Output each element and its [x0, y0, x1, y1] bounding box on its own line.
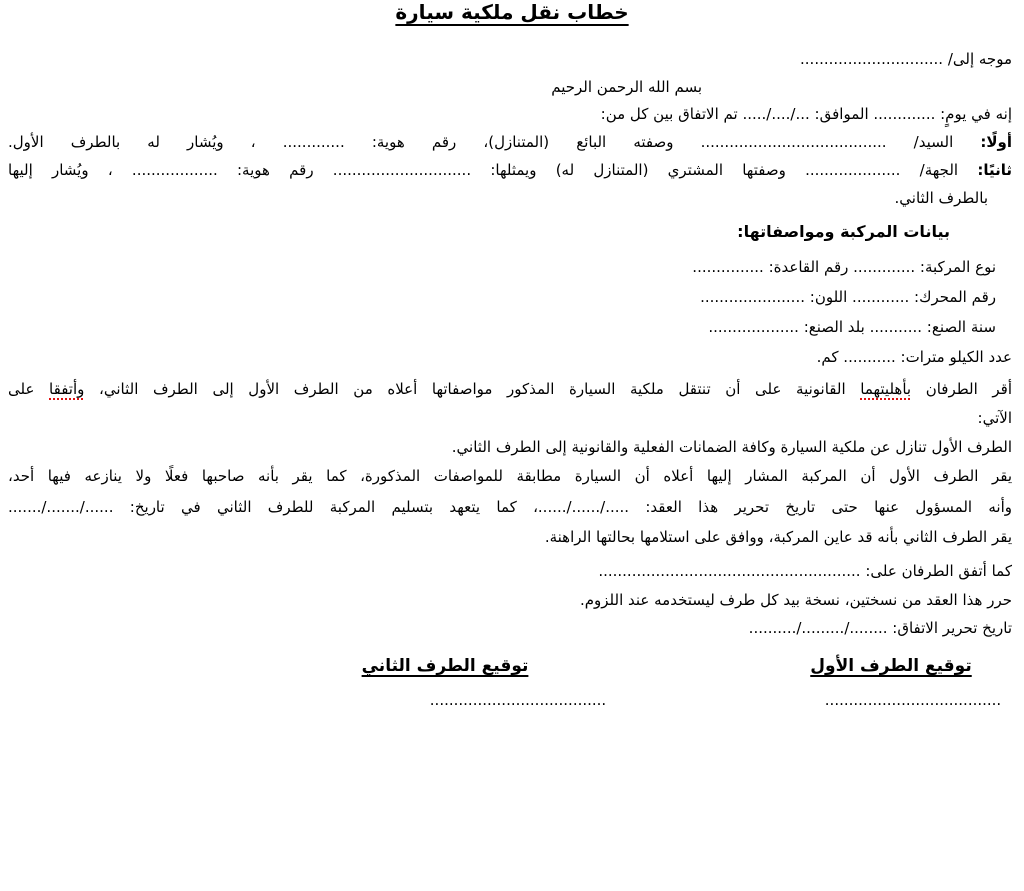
misspelled-word-agreed: وأتفقا: [49, 380, 85, 398]
second-party-label: ثانيًا:: [977, 161, 1012, 179]
first-party-label: أولًا:: [980, 133, 1012, 151]
document-title: خطاب نقل ملكية سيارة: [395, 0, 629, 24]
second-party-continuation-line: بالطرف الثاني.: [894, 189, 988, 207]
second-party-text: الجهة/ .................... وصفتها المشتري (المتنازل له) ويمثلها: ............................. رقم هوية: .................. ، ويُشار إليها: [8, 161, 978, 179]
addressee-line: موجه إلى/ ..............................: [800, 50, 1012, 68]
second-party-signature-line: .....................................: [429, 691, 607, 709]
extra-terms-line: كما أتفق الطرفان على: .......................................................: [598, 562, 1012, 580]
agreement-written-date-line: تاريخ تحرير الاتفاق: ......../........./..........: [748, 619, 1012, 637]
manufacture-year-line: سنة الصنع: ........... بلد الصنع: ...................: [708, 318, 996, 336]
first-party-signature-title: توقيع الطرف الأول: [810, 656, 972, 676]
clause-responsibility-line: وأنه المسؤول عنها حتى تاريخ تحرير هذا العقد: ...../....../......، كما يتعهد بتسليم المركبة للطرف الثاني في تاريخ: ....../......./.......: [8, 498, 1012, 516]
clause-second-party-inspection-line: يقر الطرف الثاني بأنه قد عاين المركبة، ووافق على استلامها بحالتها الراهنة.: [544, 528, 1012, 546]
engine-number-line: رقم المحرك: ............ اللون: ......................: [700, 288, 996, 306]
acknowledgment-text: على: [8, 380, 50, 398]
vehicle-type-line: نوع المركبة: ............. رقم القاعدة: ...............: [692, 258, 996, 276]
misspelled-word-capacity: بأهليتهما: [860, 380, 912, 398]
acknowledgment-line: [8, 374, 1012, 404]
acknowledgment-continuation-line: الآتي:: [977, 409, 1012, 427]
first-party-line: [8, 127, 1012, 157]
copies-line: حرر هذا العقد من نسختين، نسخة بيد كل طرف ليستخدمه عند اللزوم.: [579, 591, 1012, 609]
basmala-line: بسم الله الرحمن الرحيم: [551, 78, 702, 96]
first-party-text: السيد/ ....................................... وصفته البائع (المتنازل)، رقم هوية: ............. ، ويُشار له بالطرف الأول.: [8, 133, 981, 151]
second-party-line: [8, 155, 1012, 185]
acknowledgment-text: أقر الطرفان: [911, 380, 1012, 398]
kilometers-line: عدد الكيلو مترات: ........... كم.: [816, 348, 1012, 366]
clause-first-party-declaration-line: يقر الطرف الأول أن المركبة المشار إليها أعلاه أن السيارة مطابقة للمواصفات المذكورة، كما يقر بأنه صاحبها فعلًا ولا ينازعه فيها أحد،: [8, 467, 1012, 485]
first-party-signature-line: .....................................: [824, 691, 1002, 709]
second-party-signature-title: توقيع الطرف الثاني: [361, 656, 529, 676]
acknowledgment-text: القانونية على أن تنتقل ملكية السيارة المذكور مواصفاتها أعلاه من الطرف الأول إلى الطرف الثاني،: [84, 380, 861, 398]
clause-transfer-line: الطرف الأول تنازل عن ملكية السيارة وكافة الضمانات الفعلية والقانونية إلى الطرف الثاني.: [451, 438, 1012, 456]
vehicle-data-heading: بيانات المركبة ومواصفاتها:: [737, 222, 950, 241]
agreement-date-intro-line: إنه في يومٍ: ............. الموافق: .../..../..... تم الاتفاق بين كل من:: [600, 105, 1012, 123]
